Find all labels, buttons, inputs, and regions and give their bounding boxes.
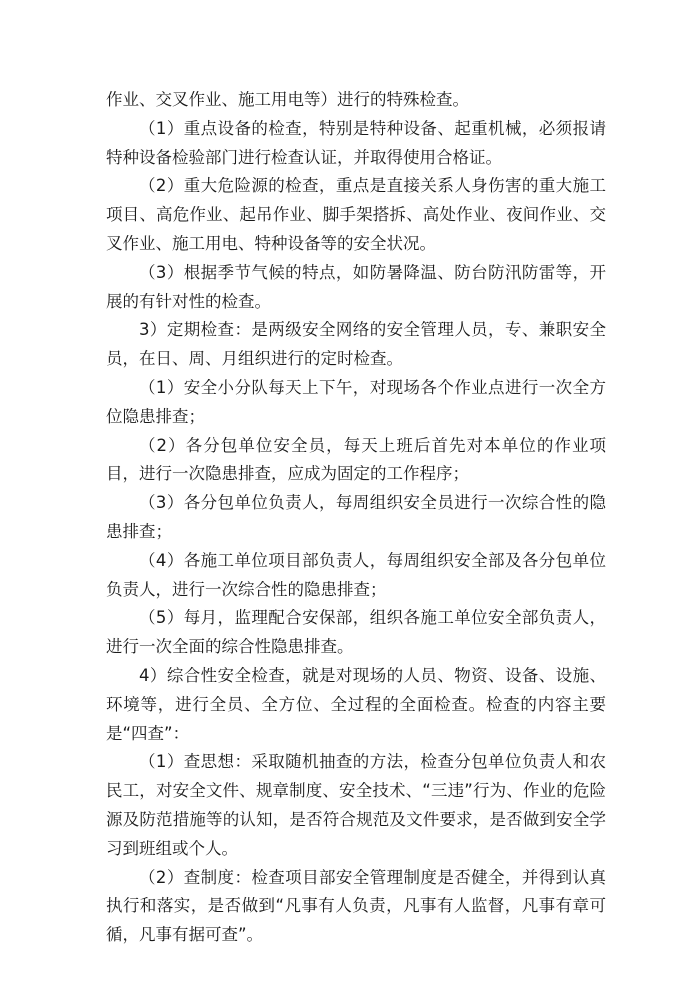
paragraph-periodic-inspection: 3）定期检查：是两级安全网络的安全管理人员，专、兼职安全员，在日、周、月组织进行的定时检查。 bbox=[106, 320, 606, 369]
paragraph-check-system: （2）查制度：检查项目部安全管理制度是否健全，并得到认真执行和落实，是否做到“凡事有人负责，凡事有人监督，凡事有章可循，凡事有据可查”。 bbox=[106, 867, 606, 945]
paragraph-monthly-check: （5）每月，监理配合安保部，组织各施工单位安全部负责人，进行一次全面的综合性隐患排查。 bbox=[106, 608, 606, 657]
paragraph-major-hazard-check: （2）重大危险源的检查，重点是直接关系人身伤害的重大施工项目、高危作业、起吊作业、脚手架搭拆、高处作业、夜间作业、交叉作业、施工用电、特种设备等的安全状况。 bbox=[106, 176, 606, 253]
document-body bbox=[106, 86, 606, 950]
paragraph-comprehensive-inspection: 4）综合性安全检查，就是对现场的人员、物资、设备、设施、环境等，进行全员、全方位、全过程的全面检查。检查的内容主要是“四查”： bbox=[106, 665, 606, 743]
paragraph-subcontractor-manager: （3）各分包单位负责人，每周组织安全员进行一次综合性的隐患排查； bbox=[106, 493, 606, 541]
paragraph-seasonal-check: （3）根据季节气候的特点，如防暑降温、防台防汛防雷等，开展的有针对性的检查。 bbox=[106, 262, 606, 311]
paragraph-continuation: 作业、交叉作业、施工用电等）进行的特殊检查。 bbox=[106, 90, 469, 109]
paragraph-key-equipment-check: （1）重点设备的检查，特别是特种设备、起重机械，必须报请特种设备检验部门进行检查认证，并取得使用合格证。 bbox=[106, 118, 606, 167]
paragraph-subcontractor-safety-officer: （2）各分包单位安全员，每天上班后首先对本单位的作业项目，进行一次隐患排查，应成为固定的工作程序； bbox=[106, 435, 606, 484]
paragraph-check-thinking: （1）查思想：采取随机抽查的方法，检查分包单位负责人和农民工，对安全文件、规章制度、安全技术、“三违”行为、作业的危险源及防范措施等的认知，是否符合规范及文件要求，是否做到安全学习到班组或个人。 bbox=[106, 752, 606, 858]
paragraph-project-manager: （4）各施工单位项目部负责人，每周组织安全部及各分包单位负责人，进行一次综合性的隐患排查； bbox=[106, 550, 606, 599]
paragraph-safety-squad: （1）安全小分队每天上下午，对现场各个作业点进行一次全方位隐患排查； bbox=[106, 377, 606, 426]
